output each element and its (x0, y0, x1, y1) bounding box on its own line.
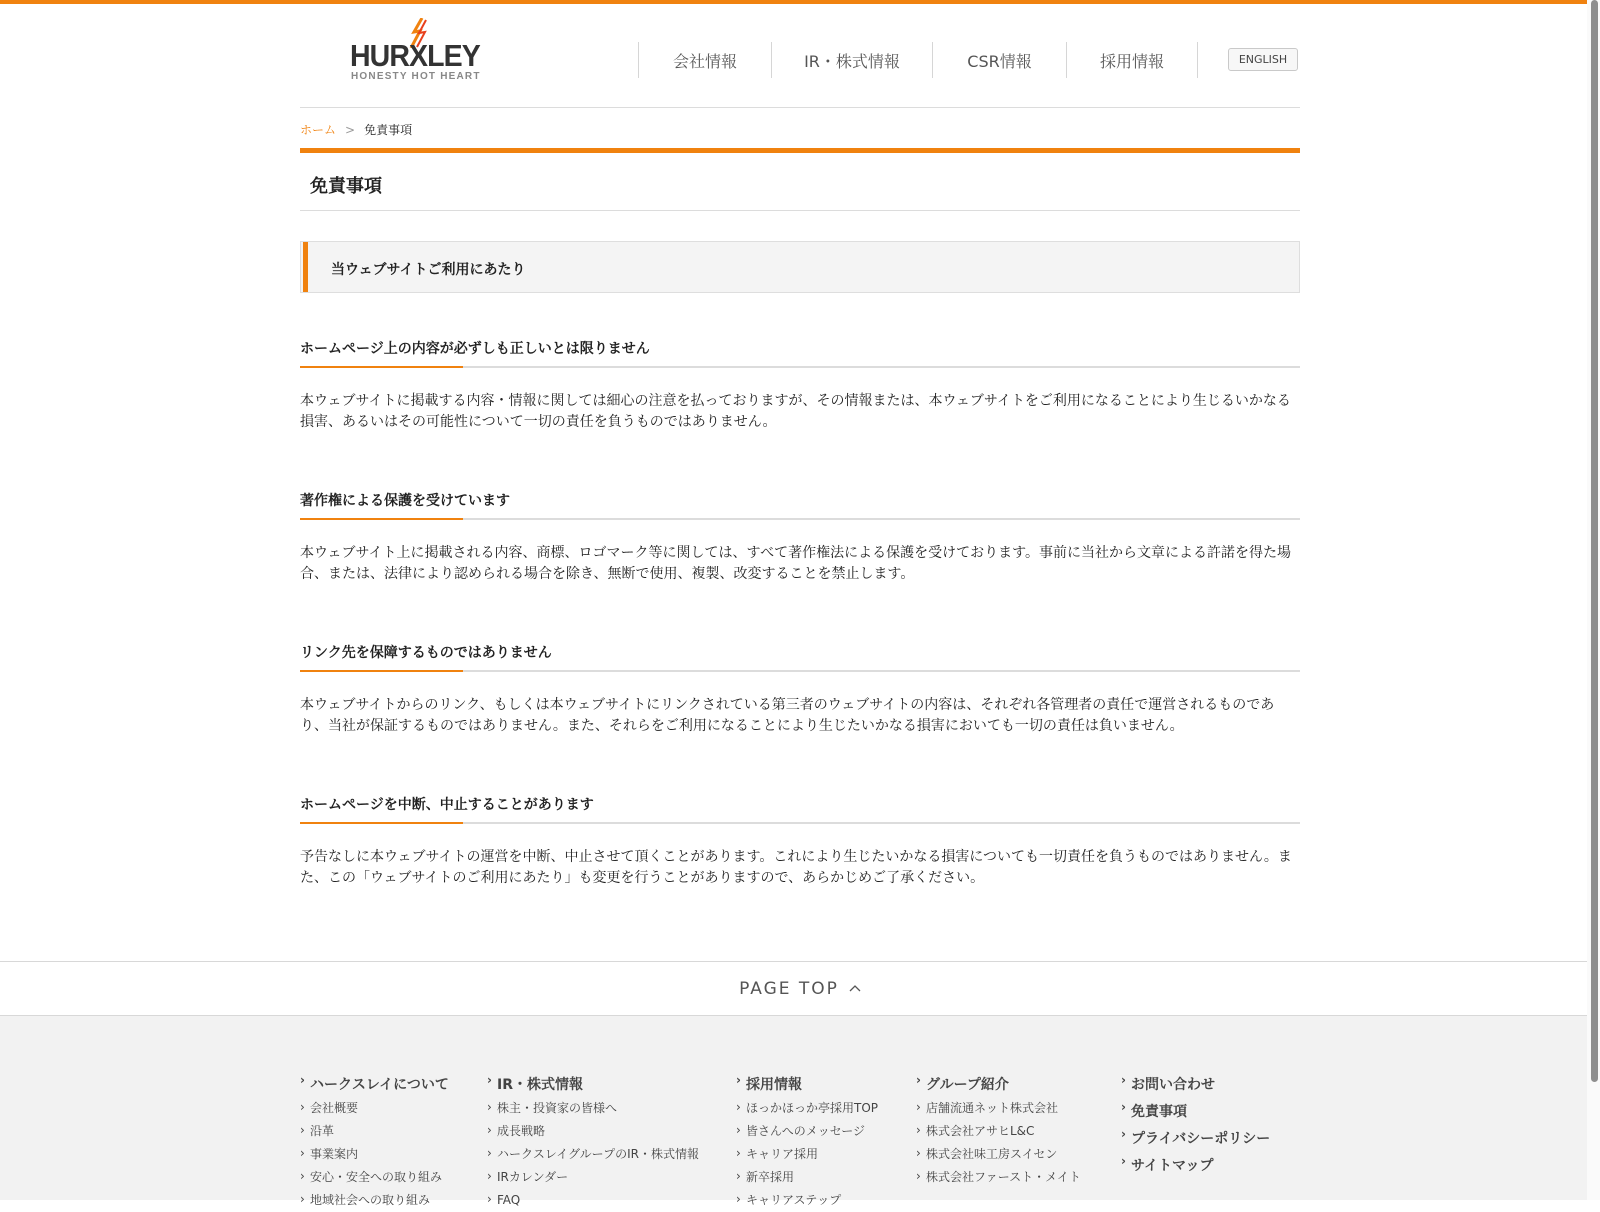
footer-col-about (300, 1074, 449, 1212)
footer-link[interactable]: › 新卒採用 (736, 1166, 878, 1189)
footer-heading[interactable]: › 採用情報 (736, 1074, 878, 1097)
footer-link[interactable]: › 地域社会への取り組み (300, 1189, 449, 1212)
footer-link[interactable]: › 株式会社味工房スイセン (916, 1143, 1081, 1166)
footer-heading[interactable]: › グループ紹介 (916, 1074, 1081, 1097)
nav-item-csr[interactable]: CSR情報 (932, 42, 1066, 78)
footer (0, 1016, 1600, 1207)
nav-item-ir[interactable]: IR・株式情報 (771, 42, 932, 78)
section-heading: 著作権による保護を受けています (300, 493, 510, 509)
lead-heading-box (300, 241, 1300, 293)
page-title: 免責事項 (310, 176, 382, 197)
section-rule (300, 518, 1300, 520)
chevron-up-icon (849, 982, 861, 995)
footer-privacy-link[interactable]: › プライバシーポリシー (1121, 1128, 1270, 1155)
footer-link[interactable]: › 事業案内 (300, 1143, 449, 1166)
footer-heading[interactable]: › ハークスレイについて (300, 1074, 449, 1097)
footer-disclaimer-link[interactable]: › 免責事項 (1121, 1101, 1270, 1128)
breadcrumb-home-link[interactable]: ホーム (300, 123, 337, 137)
breadcrumb-separator: > (345, 122, 356, 137)
footer-link[interactable]: › 会社概要 (300, 1097, 449, 1120)
section-heading: ホームページ上の内容が必ずしも正しいとは限りません (300, 341, 650, 357)
footer-col-recruit (736, 1074, 878, 1212)
footer-link[interactable]: › 安心・安全への取り組み (300, 1166, 449, 1189)
section-body: 本ウェブサイトに掲載する内容・情報に関しては細心の注意を払っておりますが、その情報または、本ウェブサイトをご利用になることにより生じるいかなる損害、あるいはその可能性について一切の責任を負うものではありません。 (300, 393, 1291, 430)
breadcrumb (300, 121, 412, 138)
lead-accent-bar (303, 242, 308, 292)
top-accent-bar (0, 0, 1600, 4)
footer-link[interactable]: › キャリア採用 (736, 1143, 878, 1166)
footer-link[interactable]: › 皆さんへのメッセージ (736, 1120, 878, 1143)
footer-link[interactable]: › IRカレンダー (487, 1166, 699, 1189)
footer-heading[interactable]: › IR・株式情報 (487, 1074, 699, 1097)
section-rule (300, 822, 1300, 824)
footer-contact-link[interactable]: › お問い合わせ (1121, 1074, 1270, 1101)
page-top-button[interactable] (0, 961, 1600, 1016)
section-body: 本ウェブサイト上に掲載される内容、商標、ロゴマーク等に関しては、すべて著作権法による保護を受けております。事前に当社から文章による許諾を得た場合、または、法律により認められる場合を除き、無断で使用、複製、改変することを禁止します。 (300, 545, 1292, 582)
section-rule (300, 670, 1300, 672)
breadcrumb-current: 免責事項 (364, 123, 413, 137)
section-heading: リンク先を保障するものではありません (300, 645, 552, 661)
english-button[interactable]: ENGLISH (1228, 48, 1298, 71)
footer-link[interactable]: › FAQ (487, 1189, 699, 1212)
scrollbar-thumb[interactable] (1591, 0, 1598, 1082)
section-accuracy (300, 338, 1300, 433)
footer-col-group (916, 1074, 1081, 1189)
global-nav (638, 42, 1198, 78)
footer-link[interactable]: › 沿革 (300, 1120, 449, 1143)
page-top-label: PAGE TOP (739, 978, 839, 999)
footer-col-misc (1121, 1074, 1270, 1182)
vertical-scrollbar[interactable] (1587, 0, 1600, 1200)
footer-link[interactable]: › キャリアステップ (736, 1189, 878, 1212)
footer-link[interactable]: › ハークスレイグループのIR・株式情報 (487, 1143, 699, 1166)
section-body: 本ウェブサイトからのリンク、もしくは本ウェブサイトにリンクされている第三者のウェブサイトの内容は、それぞれ各管理者の責任で運営されるものであり、当社が保証するものではありません。また、それらをご利用になることにより生じたいかなる損害においても一切の責任は負いません。 (300, 697, 1275, 734)
footer-link[interactable]: › 成長戦略 (487, 1120, 699, 1143)
footer-link[interactable]: › 株主・投資家の皆様へ (487, 1097, 699, 1120)
footer-link[interactable]: › 店舗流通ネット株式会社 (916, 1097, 1081, 1120)
logo-wordmark: HURXLEY (350, 38, 480, 73)
title-divider (300, 210, 1300, 211)
footer-link[interactable]: › 株式会社アサヒL&C (916, 1120, 1081, 1143)
footer-col-ir (487, 1074, 699, 1212)
nav-item-company[interactable]: 会社情報 (638, 42, 771, 78)
section-copyright (300, 490, 1300, 585)
site-logo[interactable] (350, 18, 480, 84)
section-suspension (300, 794, 1300, 889)
title-accent-bar (300, 148, 1300, 153)
section-body: 予告なしに本ウェブサイトの運営を中断、中止させて頂くことがあります。これにより生じたいかなる損害についても一切責任を負うものではありません。また、この「ウェブサイトのご利用にあたり」も変更を行うことがありますので、あらかじめご了承ください。 (300, 849, 1292, 886)
footer-sitemap-link[interactable]: › サイトマップ (1121, 1155, 1270, 1182)
section-rule (300, 366, 1300, 368)
footer-link[interactable]: › 株式会社ファースト・メイト (916, 1166, 1081, 1189)
section-links (300, 642, 1300, 737)
lead-heading: 当ウェブサイトご利用にあたり (331, 262, 526, 278)
section-heading: ホームページを中断、中止することがあります (300, 797, 594, 813)
header-divider (300, 107, 1300, 108)
logo-tagline: HONESTY HOT HEART (351, 71, 481, 82)
footer-link[interactable]: › ほっかほっか亭採用TOP (736, 1097, 878, 1120)
nav-item-recruit[interactable]: 採用情報 (1066, 42, 1198, 78)
